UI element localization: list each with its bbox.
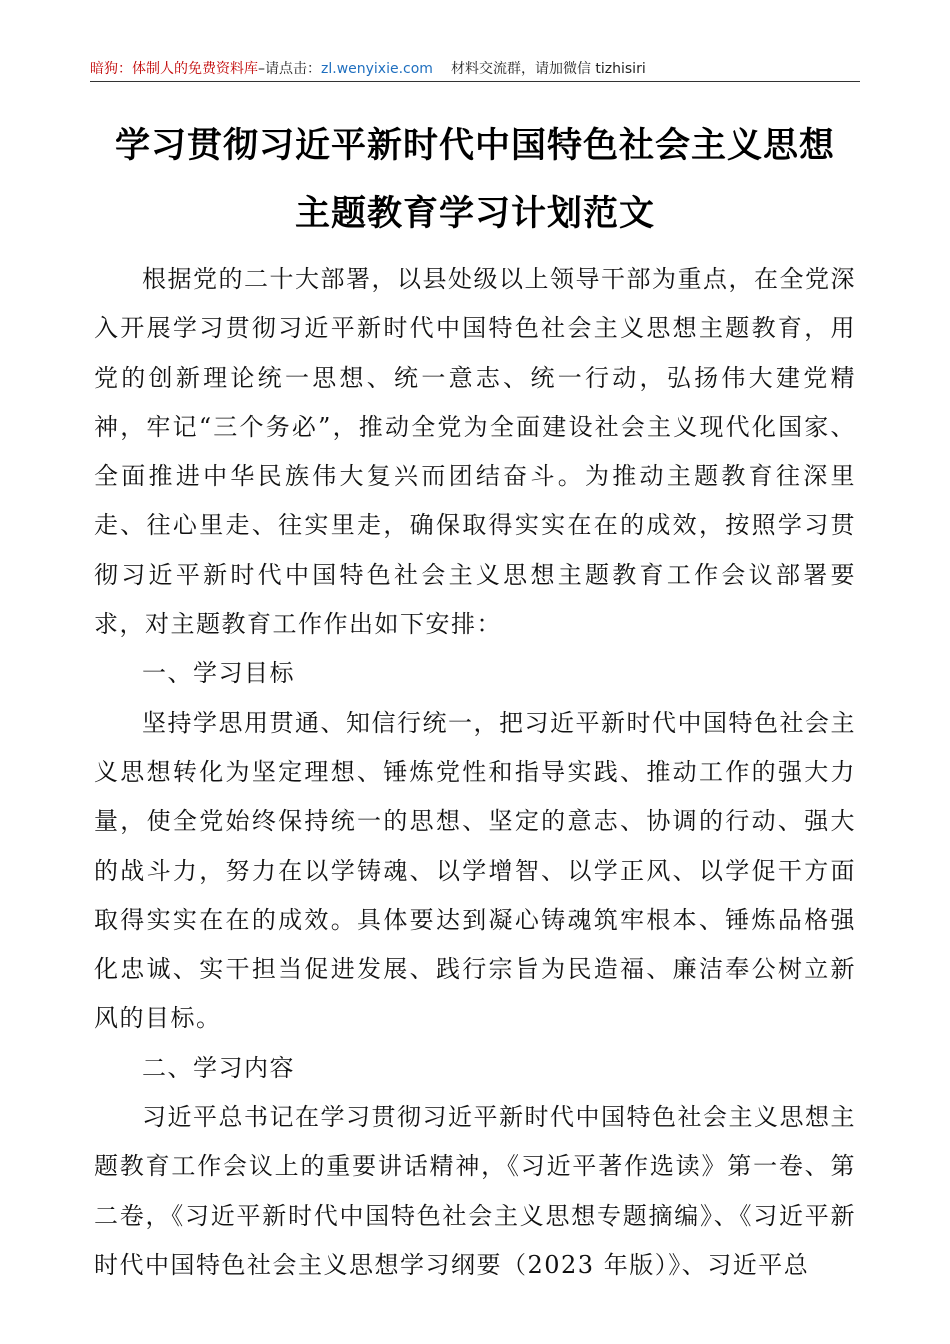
- section-heading-content: 二、学习内容: [142, 1053, 295, 1082]
- document-title-line-2: 主题教育学习计划范文: [294, 194, 655, 234]
- goals-paragraph: 坚持学思用贯通、知信行统一，把习近平新时代中国特色社会主义思想转化为坚定理想、锤炼党性和指导实践、推动工作的强大力量，使全党始终保持统一的思想、坚定的意志、协调的行动、强大的战斗力，努力在以学铸魂、以学增智、以学正风、以学促干方面取得实实在在的成效。具体要达到凝心铸魂筑牢根本、锤炼品格强化忠诚、实干担当促进发展、践行宗旨为民造福、廉洁奉公树立新风的目标。: [94, 708, 856, 1033]
- content-paragraph: 习近平总书记在学习贯彻习近平新时代中国特色社会主义思想主题教育工作会议上的重要讲话精神，《习近平著作选读》第一卷、第二卷，《习近平新时代中国特色社会主义思想专题摘编》、《习近平新时代中国特色社会主义思想学习纲要（2023 年版）》、习近平总: [94, 1103, 856, 1279]
- document-title-line-1: 学习贯彻习近平新时代中国特色社会主义思想: [114, 126, 835, 166]
- document-body: [94, 255, 856, 1290]
- header-wechat-note: 材料交流群，请加微信 tizhisiri: [450, 61, 646, 77]
- header-divider: [90, 81, 860, 82]
- header-url-link[interactable]: zl.wenyixie.com: [321, 61, 433, 77]
- page-header: [90, 58, 860, 80]
- intro-paragraph: 根据党的二十大部署，以县处级以上领导干部为重点，在全党深入开展学习贯彻习近平新时代中国特色社会主义思想主题教育，用党的创新理论统一思想、统一意志、统一行动，弘扬伟大建党精神，牢记“三个务必”，推动全党为全面建设社会主义现代化国家、全面推进中华民族伟大复兴而团结奋斗。为推动主题教育往深里走、往心里走、往实里走，确保取得实实在在的成效，按照学习贯彻习近平新时代中国特色社会主义思想主题教育工作会议部署要求，对主题教育工作作出如下安排：: [94, 265, 856, 639]
- header-brand: 暗狗：体制人的免费资料库: [90, 61, 258, 77]
- header-click-prompt: –请点击：: [258, 61, 321, 77]
- section-heading-goals: 一、学习目标: [142, 659, 295, 688]
